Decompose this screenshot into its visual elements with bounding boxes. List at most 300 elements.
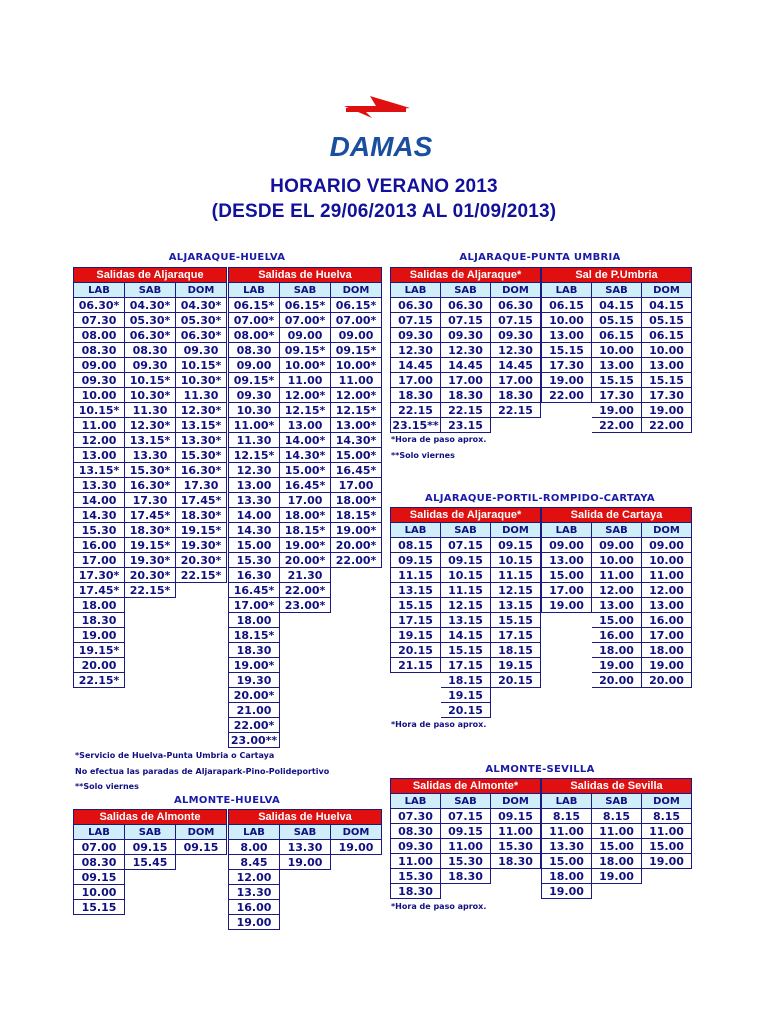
day-header: LAB xyxy=(229,825,280,840)
time-cell xyxy=(176,885,227,900)
time-cell: 14.30* xyxy=(280,448,331,463)
time-cell xyxy=(280,628,331,643)
table-row xyxy=(74,403,227,418)
table-row xyxy=(229,523,382,538)
time-cell: 08.30 xyxy=(125,343,176,358)
time-cell xyxy=(280,703,331,718)
time-cell: 12.30* xyxy=(176,403,227,418)
table-row xyxy=(391,328,541,343)
table-row xyxy=(229,373,382,388)
time-cell: 19.30* xyxy=(176,538,227,553)
time-cell: 10.00* xyxy=(280,358,331,373)
time-cell: 14.45 xyxy=(391,358,441,373)
time-cell: 22.15* xyxy=(74,673,125,688)
table-row xyxy=(74,613,227,628)
time-cell: 09.00 xyxy=(74,358,125,373)
time-cell: 09.00 xyxy=(280,328,331,343)
table-row xyxy=(391,313,541,328)
time-cell: 17.45* xyxy=(125,508,176,523)
time-cell: 11.30 xyxy=(229,433,280,448)
table-row xyxy=(391,673,541,688)
time-cell: 09.15* xyxy=(331,343,382,358)
table-row xyxy=(229,463,382,478)
time-cell: 13.15* xyxy=(74,463,125,478)
time-cell: 14.00 xyxy=(74,493,125,508)
time-cell: 22.15 xyxy=(441,403,491,418)
day-header: LAB xyxy=(229,283,280,298)
time-cell: 09.00 xyxy=(592,538,642,553)
note-almonte-sevilla-1: *Hora de paso aprox. xyxy=(391,902,487,911)
time-cell: 21.30 xyxy=(280,568,331,583)
time-cell: 11.15 xyxy=(391,568,441,583)
time-cell: 17.30 xyxy=(125,493,176,508)
time-cell xyxy=(331,718,382,733)
time-cell: 07.15 xyxy=(441,538,491,553)
time-cell: 12.15* xyxy=(229,448,280,463)
time-cell: 17.00 xyxy=(331,478,382,493)
section-title-aljaraque-portil: ALJARAQUE-PORTIL-ROMPIDO-CARTAYA xyxy=(425,493,655,504)
time-cell: 09.15 xyxy=(491,809,541,824)
almonte-huelva-group-0 xyxy=(73,809,227,915)
time-cell: 06.15* xyxy=(280,298,331,313)
time-cell: 17.00* xyxy=(229,598,280,613)
table-row xyxy=(542,313,692,328)
time-cell: 12.00 xyxy=(229,870,280,885)
day-header: SAB xyxy=(280,283,331,298)
time-cell: 16.45* xyxy=(331,463,382,478)
time-cell xyxy=(280,885,331,900)
time-cell: 19.00 xyxy=(592,869,642,884)
time-cell: 15.00 xyxy=(592,613,642,628)
table-row xyxy=(542,388,692,403)
table-row xyxy=(74,463,227,478)
time-cell: 20.00* xyxy=(229,688,280,703)
time-cell: 09.30 xyxy=(391,328,441,343)
time-cell: 14.45 xyxy=(491,358,541,373)
time-cell: 10.15* xyxy=(74,403,125,418)
time-cell: 09.15 xyxy=(491,538,541,553)
time-cell: 20.15 xyxy=(391,643,441,658)
table-row xyxy=(391,854,541,869)
day-header: SAB xyxy=(592,283,642,298)
time-cell xyxy=(331,733,382,748)
time-cell: 10.00 xyxy=(542,313,592,328)
day-header: LAB xyxy=(74,825,125,840)
table-row xyxy=(542,658,692,673)
time-cell: 18.00 xyxy=(592,643,642,658)
time-cell: 18.00 xyxy=(542,869,592,884)
table-row xyxy=(74,568,227,583)
time-cell: 13.00 xyxy=(74,448,125,463)
day-header: LAB xyxy=(391,283,441,298)
time-cell: 11.00 xyxy=(491,824,541,839)
time-cell xyxy=(125,900,176,915)
time-cell: 20.00 xyxy=(592,673,642,688)
table-row xyxy=(74,870,227,885)
day-header: SAB xyxy=(592,794,642,809)
table-row xyxy=(542,613,692,628)
time-cell: 11.30 xyxy=(125,403,176,418)
time-cell: 13.00 xyxy=(542,553,592,568)
time-cell: 11.00 xyxy=(592,568,642,583)
time-cell: 09.15 xyxy=(441,553,491,568)
group-header: Salidas de Huelva xyxy=(229,810,382,825)
time-cell: 17.00 xyxy=(491,373,541,388)
time-cell: 08.30 xyxy=(229,343,280,358)
table-row xyxy=(74,343,227,358)
table-row xyxy=(229,538,382,553)
time-cell: 09.30 xyxy=(74,373,125,388)
time-cell: 18.00 xyxy=(74,598,125,613)
time-cell: 15.00 xyxy=(229,538,280,553)
time-cell: 22.15* xyxy=(176,568,227,583)
table-row xyxy=(74,373,227,388)
time-cell: 18.30 xyxy=(391,388,441,403)
time-cell: 16.00 xyxy=(592,628,642,643)
day-header: LAB xyxy=(391,794,441,809)
time-cell: 18.30 xyxy=(491,388,541,403)
day-header: LAB xyxy=(74,283,125,298)
almonte-huelva-group-1 xyxy=(228,809,382,930)
time-cell: 08.00 xyxy=(74,328,125,343)
table-row xyxy=(391,703,541,718)
time-cell xyxy=(331,688,382,703)
time-cell: 06.15 xyxy=(592,328,642,343)
time-cell: 06.30 xyxy=(391,298,441,313)
time-cell: 19.15 xyxy=(441,688,491,703)
time-cell: 19.00* xyxy=(331,523,382,538)
group-header: Salidas de Almonte xyxy=(74,810,227,825)
time-cell: 18.30 xyxy=(441,388,491,403)
time-cell: 18.00 xyxy=(229,613,280,628)
time-cell: 10.30 xyxy=(229,403,280,418)
page-title: HORARIO VERANO 2013 xyxy=(270,176,498,197)
table-row xyxy=(391,373,541,388)
time-cell: 22.00 xyxy=(542,388,592,403)
time-cell: 11.00 xyxy=(592,824,642,839)
time-cell: 13.00 xyxy=(542,328,592,343)
time-cell: 10.15* xyxy=(176,358,227,373)
time-cell: 15.30 xyxy=(74,523,125,538)
time-cell: 22.00 xyxy=(592,418,642,433)
time-cell: 17.15 xyxy=(441,658,491,673)
note-aljaraque-huelva-3: **Solo viernes xyxy=(75,782,139,791)
time-cell xyxy=(331,885,382,900)
time-cell xyxy=(176,658,227,673)
time-cell xyxy=(280,613,331,628)
time-cell xyxy=(176,900,227,915)
table-row xyxy=(229,598,382,613)
time-cell: 19.15* xyxy=(176,523,227,538)
time-cell: 22.15* xyxy=(125,583,176,598)
day-header: SAB xyxy=(441,283,491,298)
time-cell: 15.30 xyxy=(441,854,491,869)
time-cell: 18.15 xyxy=(441,673,491,688)
table-row xyxy=(229,298,382,313)
time-cell xyxy=(491,688,541,703)
time-cell xyxy=(331,598,382,613)
time-cell: 05.30* xyxy=(176,313,227,328)
table-row xyxy=(542,628,692,643)
table-row xyxy=(229,703,382,718)
time-cell: 22.00* xyxy=(229,718,280,733)
table-row xyxy=(229,900,382,915)
time-cell: 05.15 xyxy=(642,313,692,328)
time-cell: 19.15 xyxy=(391,628,441,643)
time-cell: 14.45 xyxy=(441,358,491,373)
time-cell: 15.15 xyxy=(642,373,692,388)
time-cell xyxy=(125,598,176,613)
time-cell xyxy=(331,915,382,930)
section-title-aljaraque-huelva: ALJARAQUE-HUELVA xyxy=(168,252,286,263)
time-cell: 15.00* xyxy=(331,448,382,463)
time-cell: 13.15* xyxy=(125,433,176,448)
time-cell: 15.30 xyxy=(391,869,441,884)
table-row xyxy=(229,388,382,403)
time-cell: 19.00 xyxy=(642,403,692,418)
time-cell: 07.00* xyxy=(331,313,382,328)
table-row xyxy=(542,884,692,899)
table-row xyxy=(542,343,692,358)
time-cell: 06.30 xyxy=(441,298,491,313)
table-row xyxy=(542,809,692,824)
time-cell: 17.30 xyxy=(642,388,692,403)
time-cell: 18.15 xyxy=(491,643,541,658)
table-row xyxy=(229,840,382,855)
table-row xyxy=(229,613,382,628)
time-cell: 12.15* xyxy=(280,403,331,418)
time-cell xyxy=(542,613,592,628)
time-cell: 10.30* xyxy=(176,373,227,388)
table-row xyxy=(542,403,692,418)
time-cell: 04.30* xyxy=(125,298,176,313)
time-cell: 09.00 xyxy=(331,328,382,343)
time-cell: 11.15 xyxy=(491,568,541,583)
time-cell: 10.00 xyxy=(74,885,125,900)
day-header: DOM xyxy=(642,794,692,809)
group-header: Salidas de Sevilla xyxy=(542,779,692,794)
time-cell: 11.00 xyxy=(280,373,331,388)
table-row xyxy=(229,433,382,448)
table-row xyxy=(74,523,227,538)
time-cell: 8.15 xyxy=(592,809,642,824)
table-row xyxy=(74,478,227,493)
table-row xyxy=(74,493,227,508)
time-cell: 18.30 xyxy=(441,869,491,884)
time-cell: 09.30 xyxy=(491,328,541,343)
time-cell xyxy=(331,900,382,915)
table-row xyxy=(229,870,382,885)
time-cell: 06.15* xyxy=(331,298,382,313)
time-cell: 19.30* xyxy=(125,553,176,568)
table-row xyxy=(391,583,541,598)
table-row xyxy=(391,824,541,839)
note-aljaraque-huelva-2: No efectua las paradas de Aljarapark-Pino-Polideportivo xyxy=(75,767,330,776)
time-cell xyxy=(280,733,331,748)
day-header: DOM xyxy=(491,794,541,809)
time-cell: 08.00* xyxy=(229,328,280,343)
time-cell: 10.15 xyxy=(441,568,491,583)
time-cell: 20.30* xyxy=(125,568,176,583)
time-cell xyxy=(542,673,592,688)
time-cell: 20.15 xyxy=(491,673,541,688)
time-cell: 09.15 xyxy=(176,840,227,855)
table-row xyxy=(229,343,382,358)
table-row xyxy=(542,869,692,884)
day-header: DOM xyxy=(176,283,227,298)
time-cell xyxy=(125,673,176,688)
time-cell: 12.00 xyxy=(592,583,642,598)
time-cell: 17.00 xyxy=(642,628,692,643)
time-cell: 09.00 xyxy=(642,538,692,553)
time-cell: 8.15 xyxy=(542,809,592,824)
table-row xyxy=(542,673,692,688)
day-header: LAB xyxy=(542,523,592,538)
time-cell: 17.00 xyxy=(542,583,592,598)
time-cell xyxy=(176,613,227,628)
almonte-sevilla-group-0 xyxy=(390,778,541,899)
time-cell: 13.30* xyxy=(176,433,227,448)
table-row xyxy=(542,598,692,613)
time-cell: 17.15 xyxy=(391,613,441,628)
time-cell: 14.30 xyxy=(229,523,280,538)
time-cell xyxy=(280,870,331,885)
time-cell: 15.15 xyxy=(542,343,592,358)
time-cell xyxy=(125,870,176,885)
table-row xyxy=(391,403,541,418)
time-cell: 14.15 xyxy=(441,628,491,643)
time-cell: 20.30* xyxy=(176,553,227,568)
time-cell xyxy=(176,598,227,613)
time-cell: 17.00 xyxy=(391,373,441,388)
time-cell: 19.00 xyxy=(542,373,592,388)
time-cell xyxy=(391,673,441,688)
time-cell: 23.15** xyxy=(392,418,439,432)
time-cell: 13.00 xyxy=(642,358,692,373)
time-cell xyxy=(125,885,176,900)
table-row xyxy=(229,643,382,658)
time-cell: 13.00* xyxy=(331,418,382,433)
time-cell: 21.00 xyxy=(229,703,280,718)
time-cell xyxy=(542,643,592,658)
table-row xyxy=(542,418,692,433)
table-row xyxy=(391,388,541,403)
day-header: DOM xyxy=(491,523,541,538)
time-cell: 07.00 xyxy=(74,840,125,855)
time-cell: 22.15 xyxy=(491,403,541,418)
table-row xyxy=(74,553,227,568)
time-cell: 20.15 xyxy=(441,703,491,718)
time-cell: 06.15 xyxy=(542,298,592,313)
time-cell xyxy=(542,403,592,418)
time-cell: 06.15 xyxy=(642,328,692,343)
time-cell: 13.00 xyxy=(592,358,642,373)
time-cell: 10.00 xyxy=(592,343,642,358)
time-cell: 17.45* xyxy=(74,583,125,598)
damas-logo-mark xyxy=(306,88,456,168)
time-cell: 19.00 xyxy=(542,884,592,899)
time-cell: 19.00 xyxy=(542,598,592,613)
aljaraque-huelva-group-0 xyxy=(73,267,227,688)
time-cell: 11.00 xyxy=(542,824,592,839)
day-header: DOM xyxy=(642,283,692,298)
time-cell: 16.00 xyxy=(229,900,280,915)
table-row xyxy=(229,855,382,870)
note-portil-1: *Hora de paso aprox. xyxy=(391,720,487,729)
group-header: Salidas de Almonte* xyxy=(391,779,541,794)
time-cell xyxy=(280,688,331,703)
time-cell: 06.30* xyxy=(125,328,176,343)
time-cell: 04.15 xyxy=(642,298,692,313)
note-punta-umbria-1: *Hora de paso aprox. xyxy=(391,435,487,444)
table-row xyxy=(74,900,227,915)
time-cell: 23.15 xyxy=(441,418,491,433)
group-header: Salidas de Aljaraque xyxy=(74,268,227,283)
time-cell xyxy=(125,628,176,643)
day-header: LAB xyxy=(542,283,592,298)
day-header: DOM xyxy=(176,825,227,840)
table-row xyxy=(542,824,692,839)
table-row xyxy=(229,313,382,328)
table-row xyxy=(74,658,227,673)
section-title-almonte-huelva: ALMONTE-HUELVA xyxy=(173,795,281,806)
time-cell: 15.00* xyxy=(280,463,331,478)
day-header: SAB xyxy=(441,794,491,809)
time-cell: 14.30* xyxy=(331,433,382,448)
time-cell: 12.15* xyxy=(331,403,382,418)
time-cell: 17.15 xyxy=(491,628,541,643)
time-cell: 09.30 xyxy=(125,358,176,373)
section-title-aljaraque-punta-umbria: ALJARAQUE-PUNTA UMBRIA xyxy=(459,252,621,263)
time-cell: 10.00 xyxy=(642,553,692,568)
table-row xyxy=(74,313,227,328)
table-row xyxy=(229,448,382,463)
table-row xyxy=(229,583,382,598)
table-row xyxy=(391,298,541,313)
time-cell: 22.00* xyxy=(280,583,331,598)
time-cell: 11.00 xyxy=(441,839,491,854)
time-cell: 07.15 xyxy=(491,313,541,328)
table-row xyxy=(542,568,692,583)
time-cell: 09.15 xyxy=(441,824,491,839)
time-cell: 13.30 xyxy=(280,840,331,855)
time-cell: 12.30 xyxy=(491,343,541,358)
table-row xyxy=(74,673,227,688)
time-cell: 08.30 xyxy=(74,855,125,870)
time-cell: 13.30 xyxy=(74,478,125,493)
time-cell xyxy=(280,658,331,673)
time-cell xyxy=(331,703,382,718)
time-cell: 17.30 xyxy=(592,388,642,403)
time-cell: 08.15 xyxy=(391,538,441,553)
aljaraque-portil-group-0 xyxy=(390,507,541,718)
time-cell: 15.00 xyxy=(542,568,592,583)
time-cell: 15.30* xyxy=(176,448,227,463)
time-cell: 12.15 xyxy=(491,583,541,598)
time-cell: 12.15 xyxy=(441,598,491,613)
table-row xyxy=(391,839,541,854)
time-cell: 18.15* xyxy=(229,628,280,643)
time-cell: 18.00 xyxy=(592,854,642,869)
table-row xyxy=(229,568,382,583)
almonte-sevilla-group-1 xyxy=(541,778,692,899)
time-cell xyxy=(441,884,491,899)
time-cell xyxy=(491,418,541,433)
time-cell: 15.30 xyxy=(491,839,541,854)
time-cell: 12.00 xyxy=(74,433,125,448)
time-cell: 11.00 xyxy=(391,854,441,869)
time-cell: 13.15 xyxy=(491,598,541,613)
